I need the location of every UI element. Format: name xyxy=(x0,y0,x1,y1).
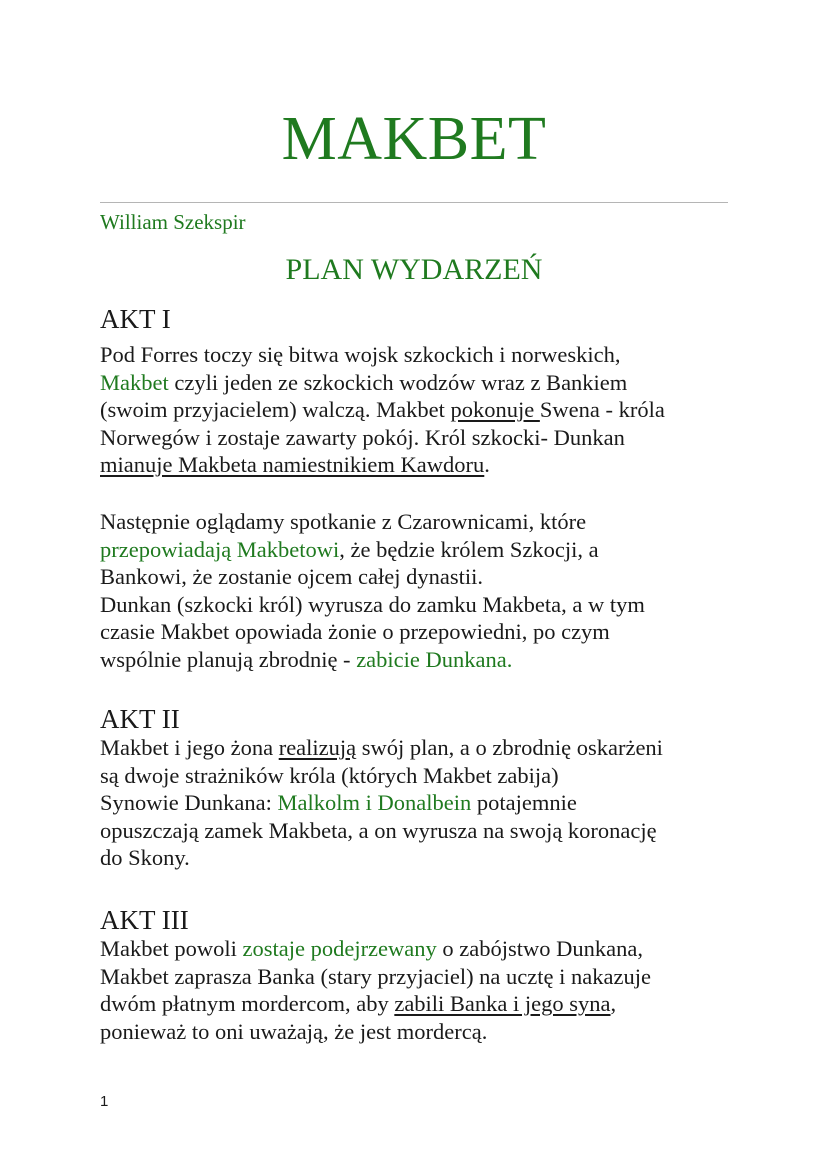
text-span: Dunkan (szkocki król) wyrusza do zamku Makbeta, a w tym xyxy=(100,591,645,617)
text-line xyxy=(100,789,740,817)
act-1-heading: AKT I xyxy=(100,304,171,334)
highlight-malkolm: Malkolm i Donalbein xyxy=(277,790,472,815)
text-span: Synowie Dunkana: xyxy=(100,790,278,815)
text-line xyxy=(100,817,740,845)
text-line xyxy=(100,963,740,991)
text-line xyxy=(100,762,740,790)
highlight-zabicie: zabicie Dunkana xyxy=(356,646,507,672)
text-span: Pod Forres toczy się bitwa wojsk szkockich i norweskich, xyxy=(100,342,621,367)
text-line xyxy=(100,646,740,674)
title-divider xyxy=(100,202,728,203)
text-span: , xyxy=(610,991,617,1016)
author-name: William Szekspir xyxy=(100,210,246,234)
act-1-paragraph-2 xyxy=(100,508,740,673)
text-span: Makbet zaprasza Banka (stary przyjaciel) na ucztę i nakazuje xyxy=(100,963,651,989)
text-line xyxy=(100,935,740,963)
text-span: są dwoje strażników króla (których Makbet zabija) xyxy=(100,762,559,788)
text-span: potajemnie xyxy=(471,790,577,815)
underline-zabili: zabili Banka i jego syna xyxy=(394,991,611,1016)
highlight-przepowiadaja: przepowiadają Makbetowi xyxy=(100,536,340,562)
text-span: Norwegów i zostaje zawarty pokój. Król szkocki- Dunkan xyxy=(100,424,625,450)
text-line xyxy=(100,591,740,619)
text-line xyxy=(100,536,740,564)
highlight-podejrzewany: zostaje podejrzewany xyxy=(242,936,437,961)
page-number: 1 xyxy=(100,1093,109,1110)
act-1-paragraph-1 xyxy=(100,341,740,479)
text-span: czasie Makbet opowiada żonie o przepowiedni, po czym xyxy=(100,619,610,644)
text-span: do Skony. xyxy=(100,845,190,870)
text-span: . xyxy=(484,452,490,477)
act-2-paragraph xyxy=(100,734,740,872)
text-line xyxy=(100,396,740,424)
act-2-heading: AKT II xyxy=(100,704,180,734)
text-line xyxy=(100,451,740,479)
underline-mianuje: mianuje Makbeta namiestnikiem Kawdoru xyxy=(100,452,485,477)
act-3-paragraph xyxy=(100,935,740,1045)
text-span: dwóm płatnym mordercom, aby xyxy=(100,991,395,1016)
text-span: . xyxy=(506,646,513,672)
text-span: (swoim przyjacielem) walczą. Makbet xyxy=(100,397,451,422)
text-line xyxy=(100,734,740,762)
text-line xyxy=(100,424,740,452)
text-span: ponieważ to oni uważają, że jest mordercą. xyxy=(100,1018,488,1044)
underline-pokonuje: pokonuje xyxy=(450,397,540,422)
text-span: Bankowi, że zostanie ojcem całej dynastii. xyxy=(100,564,483,589)
text-span: , że będzie królem Szkocji, a xyxy=(339,536,599,562)
document-title: MAKBET xyxy=(281,105,547,173)
text-span: Makbet powoli xyxy=(100,936,243,961)
highlight-makbet: Makbet xyxy=(100,369,169,395)
text-span: wspólnie planują zbrodnię - xyxy=(100,646,357,672)
text-span: Swena - króla xyxy=(539,397,665,422)
text-span: Następnie oglądamy spotkanie z Czarownicami, które xyxy=(100,509,587,534)
text-line xyxy=(100,844,740,872)
text-line xyxy=(100,563,740,591)
section-title: PLAN WYDARZEŃ xyxy=(285,253,543,286)
text-span: swój plan, a o zbrodnię oskarżeni xyxy=(356,735,663,760)
text-span: opuszczają zamek Makbeta, a on wyrusza na swoją koronację xyxy=(100,817,657,843)
text-span: Makbet i jego żona xyxy=(100,735,279,760)
text-line xyxy=(100,618,740,646)
text-line xyxy=(100,341,740,369)
text-line xyxy=(100,369,740,397)
underline-realizuja: realizują xyxy=(278,735,357,760)
text-line xyxy=(100,508,740,536)
text-span: czyli jeden ze szkockich wodzów wraz z Bankiem xyxy=(168,369,628,395)
act-3-heading: AKT III xyxy=(100,905,189,935)
text-line xyxy=(100,1018,740,1046)
text-span: o zabójstwo Dunkana, xyxy=(436,936,643,961)
text-line xyxy=(100,990,740,1018)
